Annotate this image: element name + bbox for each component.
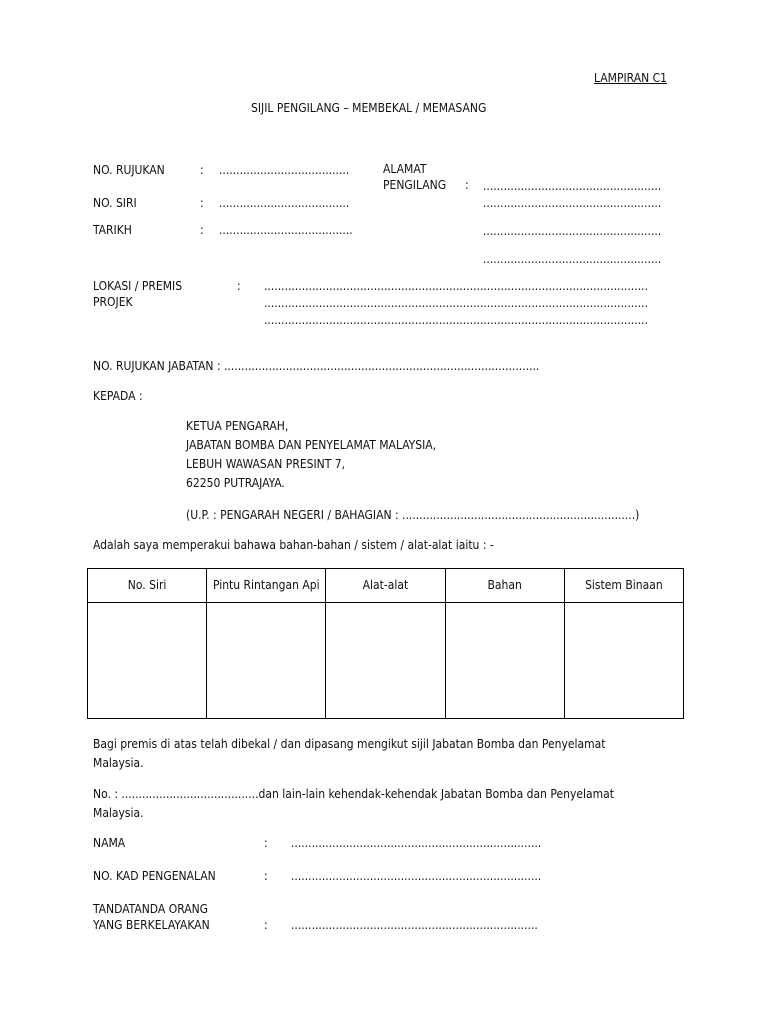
table-cell <box>207 603 326 719</box>
col-sistem-binaan: Sistem Binaan <box>564 569 683 603</box>
paragraph-line: Malaysia. <box>93 806 144 820</box>
address-line: LEBUH WAWASAN PRESINT 7, <box>186 457 346 471</box>
tarikh-label: TARIKH <box>93 223 132 237</box>
table-cell <box>88 603 207 719</box>
items-table <box>87 568 684 719</box>
table-header-row <box>88 569 684 603</box>
col-no-siri: No. Siri <box>88 569 207 603</box>
alamat-line: .................................................... <box>483 224 662 238</box>
nama-field: ......................................................................... <box>291 836 542 850</box>
kad-pengenalan-label: NO. KAD PENGENALAN <box>93 869 216 883</box>
address-line: 62250 PUTRAJAYA. <box>186 476 285 490</box>
no-siri-label: NO. SIRI <box>93 196 137 210</box>
lokasi-colon: : <box>237 279 241 293</box>
lokasi-label: LOKASI / PREMIS <box>93 279 183 293</box>
paragraph-line: Bagi premis di atas telah dibekal / dan dipasang mengikut sijil Jabatan Bomba dan Penyelamat <box>93 737 606 751</box>
alamat-line: .................................................... <box>483 252 662 266</box>
tandatanda-colon: : <box>264 918 268 932</box>
kad-pengenalan-field: ......................................................................... <box>291 869 542 883</box>
alamat-colon: : <box>465 178 469 192</box>
lokasi-line: ................................................................................................................ <box>264 313 648 327</box>
table-cell <box>326 603 445 719</box>
col-pintu-rintangan-api: Pintu Rintangan Api <box>207 569 326 603</box>
no-siri-colon: : <box>200 196 204 210</box>
kepada-label: KEPADA : <box>93 389 143 403</box>
table-cell <box>564 603 683 719</box>
tandatanda-label: TANDATANDA ORANG <box>93 902 209 916</box>
alamat-label: ALAMAT <box>383 162 427 176</box>
kad-pengenalan-colon: : <box>264 869 268 883</box>
declaration-text: Adalah saya memperakui bahawa bahan-bahan / sistem / alat-alat iaitu : - <box>93 538 494 552</box>
address-line: KETUA PENGARAH, <box>186 419 289 433</box>
pengilang-label: PENGILANG <box>383 178 447 192</box>
no-siri-field: ...................................... <box>219 196 350 210</box>
tandatanda-field: ........................................................................ <box>291 918 538 932</box>
table-cell <box>445 603 564 719</box>
no-rujukan-label: NO. RUJUKAN <box>93 163 165 177</box>
paragraph-line: No. : ........................................dan lain-lain kehendak-kehendak Jabatan Bomba dan Penyelamat <box>93 787 614 801</box>
tarikh-colon: : <box>200 223 204 237</box>
lokasi-line: ................................................................................................................ <box>264 279 648 293</box>
lokasi-line: ................................................................................................................ <box>264 296 648 310</box>
up-line: (U.P. : PENGARAH NEGERI / BAHAGIAN : ....................................................................) <box>186 508 640 522</box>
berkelayakan-label: YANG BERKELAYAKAN <box>93 918 210 932</box>
alamat-line: .................................................... <box>483 196 662 210</box>
no-rujukan-field: ...................................... <box>219 163 350 177</box>
document-title: SIJIL PENGILANG – MEMBEKAL / MEMASANG <box>251 101 487 115</box>
alamat-line: .................................................... <box>483 179 662 193</box>
tarikh-field: ....................................... <box>219 223 353 237</box>
address-line: JABATAN BOMBA DAN PENYELAMAT MALAYSIA, <box>186 438 437 452</box>
nama-colon: : <box>264 836 268 850</box>
paragraph-line: Malaysia. <box>93 756 144 770</box>
no-rujukan-jabatan: NO. RUJUKAN JABATAN : ............................................................................................ <box>93 359 540 373</box>
nama-label: NAMA <box>93 836 126 850</box>
col-alat-alat: Alat-alat <box>326 569 445 603</box>
attachment-label: LAMPIRAN C1 <box>594 71 667 85</box>
table-row <box>88 603 684 719</box>
no-rujukan-colon: : <box>200 163 204 177</box>
projek-label: PROJEK <box>93 295 133 309</box>
col-bahan: Bahan <box>445 569 564 603</box>
